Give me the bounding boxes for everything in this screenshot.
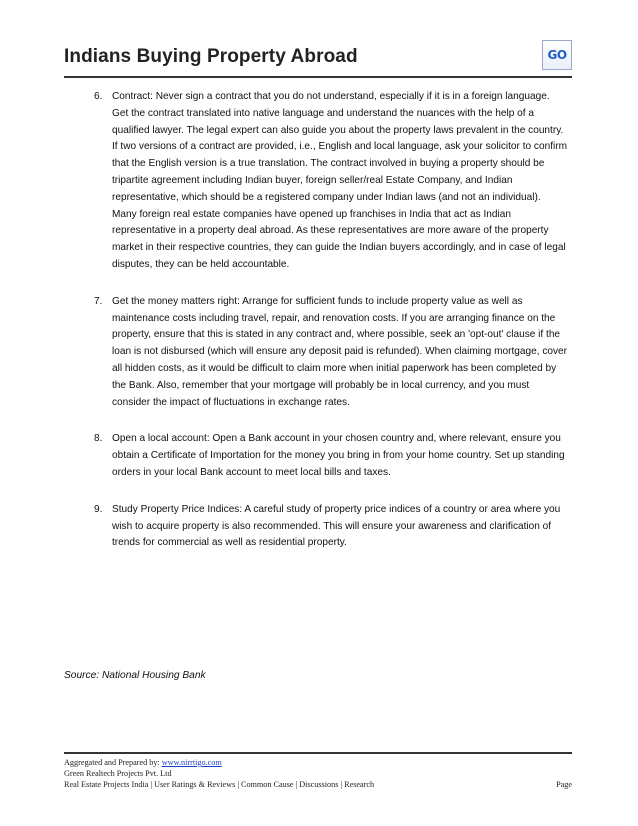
footer-aggregated-label: Aggregated and Prepared by:: [64, 758, 162, 767]
list-item-9: [84, 502, 568, 552]
footer-page-label: Page: [556, 780, 572, 789]
footer-website-link[interactable]: www.nirrtigo.com: [161, 758, 222, 767]
list-item-text: Get the money matters right: Arrange for sufficient funds to include property value as well as maintenance costs including travel, repair, and renovation costs. If you are arranging finance on the property, ensure that this is stated in any contract and, where possible, seek an 'opt-out' clause if the loan is not disbursed (which will ensure any deposit paid is refunded). When claiming mortgage, cover all hidden costs, as it would be difficult to claim more when initial paperwork has been completed by the Bank. Also, remember that your mortgage will probably be in local currency, and you must consider the impact of fluctuations in exchange rates.: [112, 295, 568, 408]
list-item-8: [84, 431, 568, 481]
list-item-7: [84, 294, 568, 412]
list-item-6: [84, 89, 568, 274]
list-item-number: 9.: [94, 503, 103, 515]
list-item-number: 8.: [94, 433, 103, 445]
go-logo-icon: [542, 40, 572, 70]
page-footer: [64, 757, 572, 790]
footer-divider: [64, 752, 572, 754]
list-item-number: 6.: [94, 91, 103, 102]
footer-aggregated-line: [64, 757, 572, 768]
list-item-number: 7.: [94, 295, 103, 307]
header-divider: [64, 76, 572, 78]
footer-company: Green Realtech Projects Pvt. Ltd: [64, 769, 172, 778]
source-note: Source: National Housing Bank: [64, 670, 206, 681]
footer-tagline: Real Estate Projects India | User Ratings & Reviews | Common Cause | Discussions | Research: [64, 780, 375, 789]
page-title: Indians Buying Property Abroad: [64, 46, 358, 67]
logo-text: GO: [547, 48, 567, 62]
page-header: [64, 40, 572, 76]
list-item-text: Study Property Price Indices: A careful study of property price indices of a country or area where you wish to acquire property is also recommended. This will ensure your awareness and clarification of trends for commercial as well as residential property.: [112, 503, 561, 549]
numbered-list: [84, 89, 568, 572]
list-item-text: Open a local account: Open a Bank account in your chosen country and, where relevant, ensure you obtain a Certificate of Importation for the money you bring in from your home country. Set up standing orders in your local Bank account to meet local bills and taxes.: [112, 433, 565, 478]
list-item-text: Contract: Never sign a contract that you do not understand, especially if it is in a foreign language. Get the contract translated into native language and understand the nuances with the help of a qualified lawyer. The legal expert can also guide you about the property laws prevalent in the country. If two versions of a contract are provided, i.e., English and local language, ask your solicitor to confirm that the English version is a true translation. The contract involved in buying a property should be tripartite agreement including Indian buyer, foreign seller/real Estate Company, and Indian representative, which should be a registered company under Indian laws (and not an individual). Many foreign real estate companies have opened up franchises in India that act as Indian representative in a property deal abroad. As these representatives are more aware of the property market in their respective countries, they can guide the Indian buyers accordingly, and in case of legal disputes, they can be held accountable.: [112, 91, 568, 270]
